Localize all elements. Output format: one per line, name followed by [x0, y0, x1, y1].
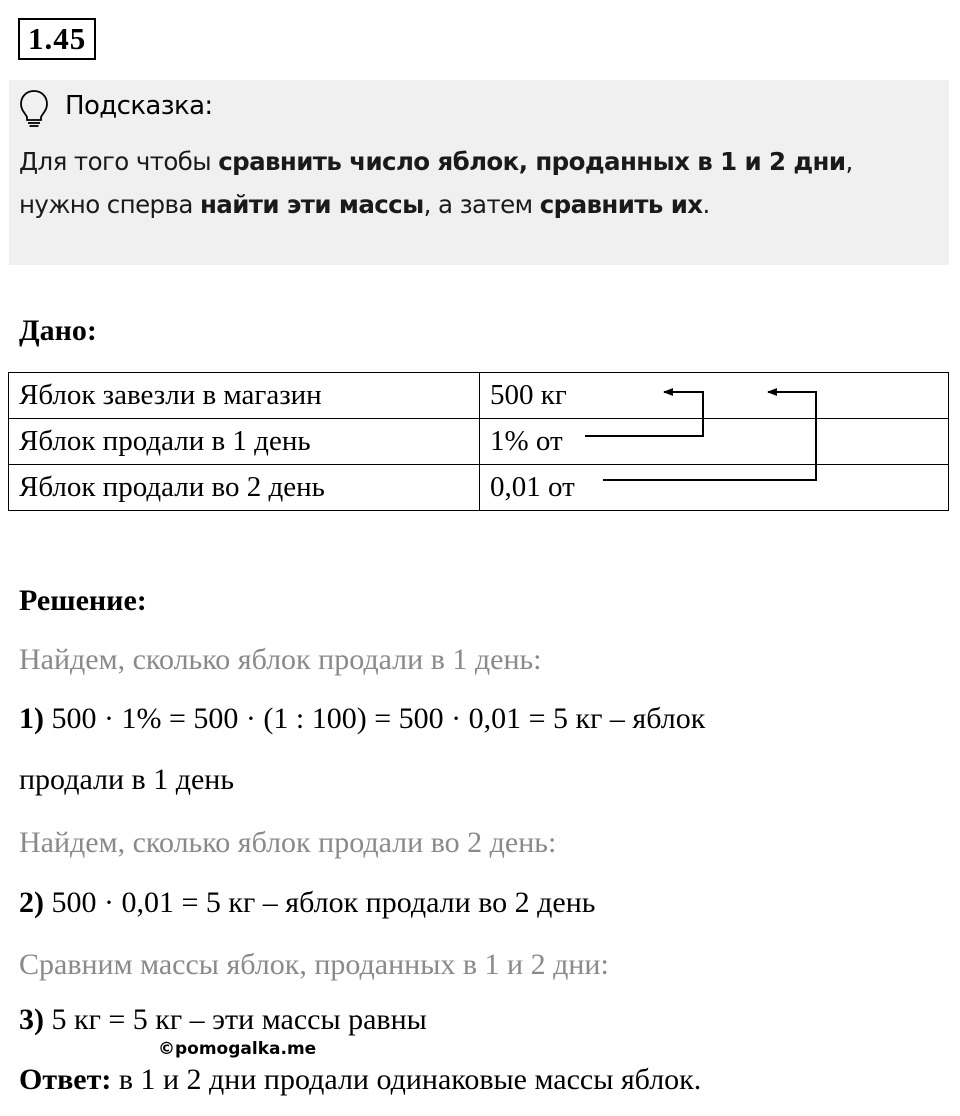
solution-title: Решение: [19, 584, 147, 617]
hint-text-part: . [702, 190, 710, 219]
lightbulb-icon [19, 89, 49, 129]
step-number: 3) [19, 1003, 44, 1036]
step3-intro: Сравним массы яблок, проданных в 1 и 2 дни: [19, 948, 609, 981]
hint-text-bold: сравнить число яблок, проданных в 1 и 2 дни [218, 147, 846, 176]
step-expression: 5 кг = 5 кг – эти массы равны [44, 1003, 427, 1036]
given-label: Яблок продали во 2 день [9, 465, 480, 511]
hint-text-part: нужно сперва [19, 190, 200, 219]
table-row [9, 419, 949, 465]
hint-text-bold: найти эти массы [199, 190, 424, 219]
given-title: Дано: [19, 314, 97, 347]
hint-text-part: , а затем [423, 190, 540, 219]
table-row [9, 465, 949, 511]
hint-line-1 [19, 140, 949, 183]
step-expression: 500 · 0,01 = 5 кг – яблок продали во 2 день [44, 886, 596, 919]
step1-continuation: продали в 1 день [19, 763, 235, 796]
hint-box [9, 80, 949, 265]
hint-text-part: , [845, 147, 853, 176]
given-value: 500 кг [480, 373, 949, 419]
step-expression: 500 · 1% = 500 · (1 : 100) = 500 · 0,01 = 5 кг – яблок [44, 702, 706, 735]
step2-line [19, 886, 595, 920]
hint-title: Подсказка: [65, 91, 213, 121]
step-number: 2) [19, 886, 44, 919]
hint-text [19, 140, 949, 226]
given-table [8, 372, 949, 511]
answer-text: в 1 и 2 дни продали одинаковые массы яблок. [111, 1063, 702, 1096]
step1-intro: Найдем, сколько яблок продали в 1 день: [19, 643, 542, 676]
hint-line-2 [19, 183, 949, 226]
given-value: 1% от [480, 419, 949, 465]
answer-line [19, 1063, 701, 1097]
task-number: 1.45 [18, 18, 96, 60]
given-label: Яблок завезли в магазин [9, 373, 480, 419]
hint-text-part: Для того чтобы [19, 147, 219, 176]
given-label: Яблок продали в 1 день [9, 419, 480, 465]
table-row [9, 373, 949, 419]
given-value: 0,01 от [480, 465, 949, 511]
hint-text-bold: сравнить их [539, 190, 703, 219]
step3-line [19, 1003, 427, 1037]
answer-label: Ответ: [19, 1063, 112, 1096]
watermark: ©pomogalka.me [158, 1039, 317, 1059]
step1-line [19, 702, 705, 736]
step2-intro: Найдем, сколько яблок продали во 2 день: [19, 826, 557, 859]
step-number: 1) [19, 702, 44, 735]
